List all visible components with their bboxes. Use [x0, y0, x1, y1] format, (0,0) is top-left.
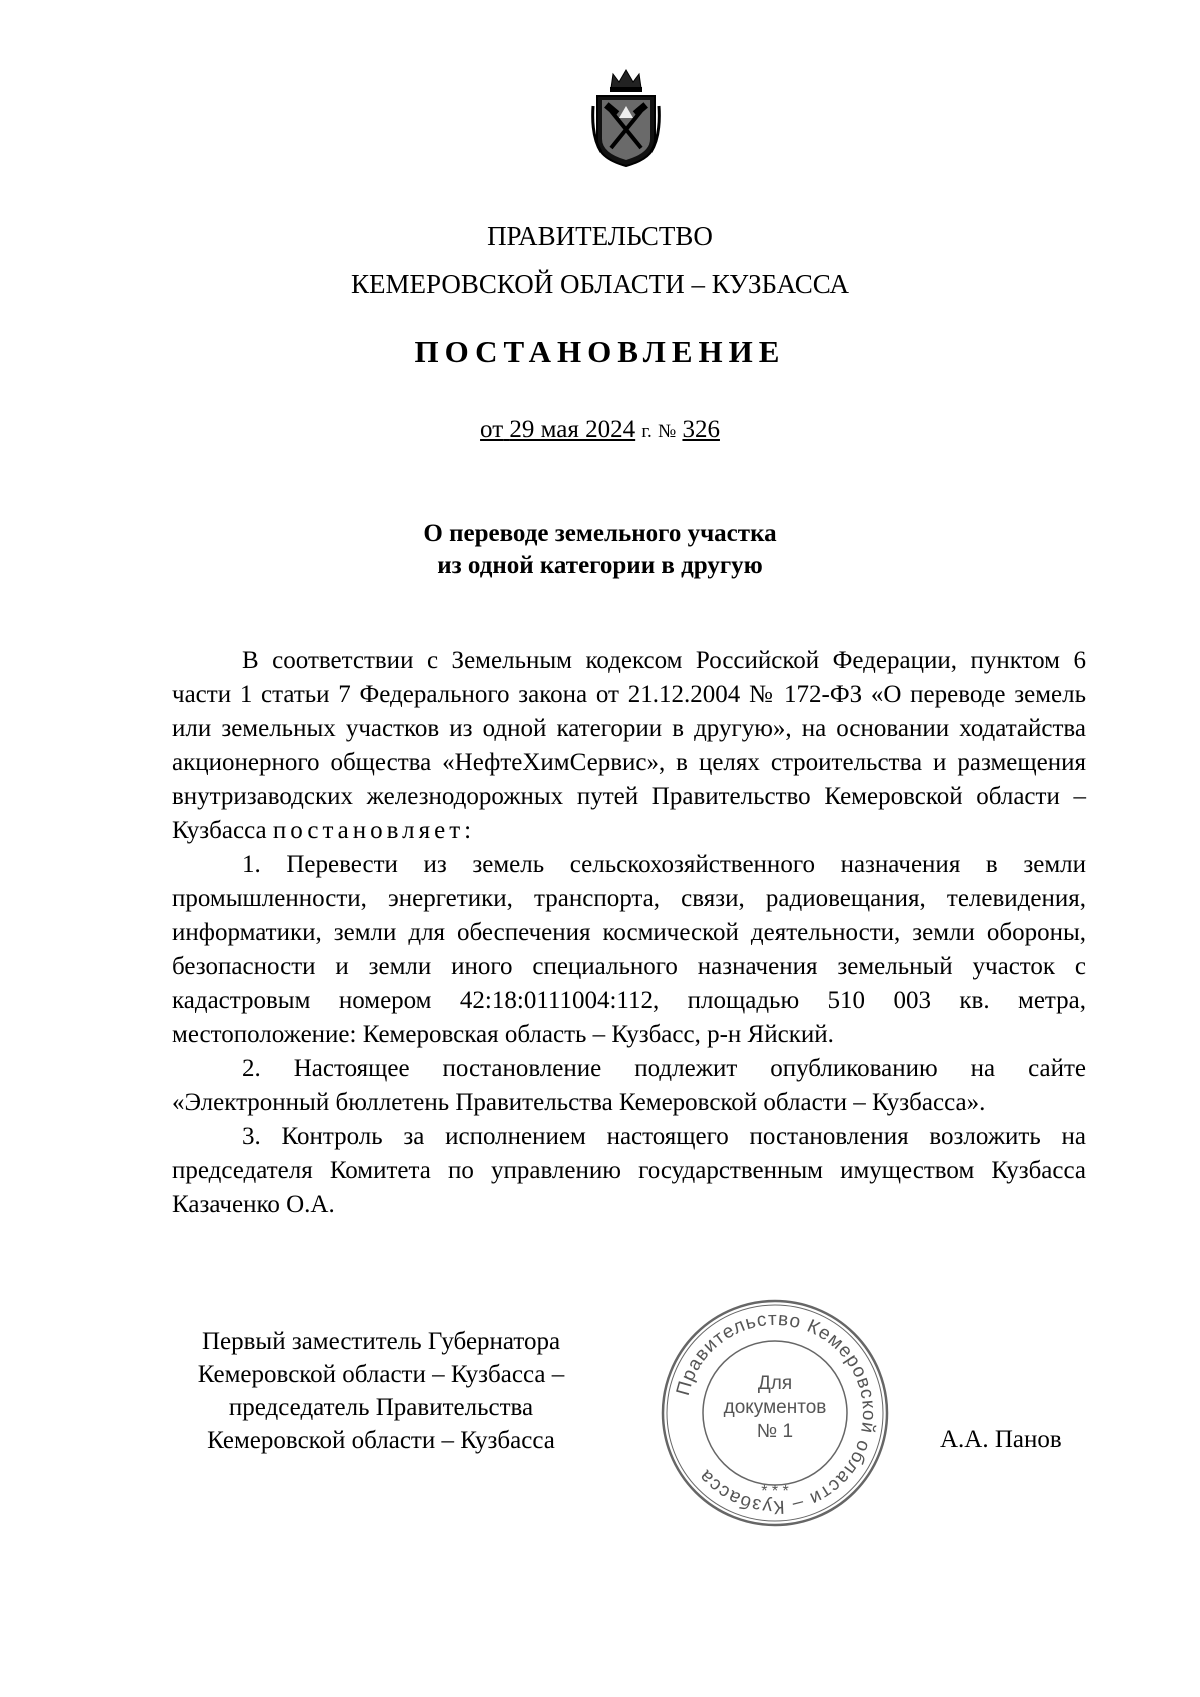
item-3-paragraph: 3. Контроль за исполнением настоящего постановления возложить на председателя Комитета по управлению государственным имуществом Кузбасса Казаченко О.А.: [172, 1123, 1086, 1218]
document-number: 326: [682, 416, 720, 443]
date-number-line: [0, 415, 1200, 447]
subject-line2: из одной категории в другую: [437, 552, 763, 579]
seal-center-text: Для документов № 1: [723, 1373, 827, 1442]
coat-of-arms-emblem: [591, 66, 661, 168]
number-sign: №: [658, 421, 677, 442]
seal-stars: * * *: [761, 1483, 789, 1500]
document-subject: [0, 518, 1200, 582]
preamble-keyword: постановляет:: [272, 817, 476, 844]
document-type-title: ПОСТАНОВЛЕНИЕ: [414, 334, 786, 369]
org-name-line1: ПРАВИТЕЛЬСТВО: [487, 221, 713, 251]
signatory-name: А.А. Панов: [940, 1426, 1062, 1453]
subject-line1: О переводе земельного участка: [423, 520, 777, 547]
seal-ring-text: Правительство Кемеровской области – Кузбасса: [672, 1308, 880, 1518]
document-body: [172, 644, 1086, 1222]
date-field: от 29 мая 2024: [480, 416, 636, 443]
preamble-paragraph: В соответствии с Земельным кодексом Российской Федерации, пунктом 6 части 1 статьи 7 Федерального закона от 21.12.2004 № 172-ФЗ «О переводе земель или земельных участков из одной категории в другую», на основании ходатайства акционерного общества «НефтеХимСервис», в целях строительства и размещения внутризаводских железнодорожных путей Правительство Кемеровской области – Кузбасса постановляет:: [172, 647, 1086, 844]
org-name-line2: КЕМЕРОВСКОЙ ОБЛАСТИ – КУЗБАССА: [351, 269, 849, 299]
item-2-paragraph: 2. Настоящее постановление подлежит опубликованию на сайте «Электронный бюллетень Правительства Кемеровской области – Кузбасса».: [172, 1055, 1086, 1116]
item-1-paragraph: 1. Перевести из земель сельскохозяйственного назначения в земли промышленности, энергетики, транспорта, связи, радиовещания, телевидения, информатики, земли для обеспечения космической деятельности, земли обороны, безопасности и земли иного специального назначения земельный участок с кадастровым номером 42:18:0111004:112, площадью 510 003 кв. метра, местоположение: Кемеровская область – Кузбасс, р-н Яйский.: [172, 851, 1086, 1048]
year-suffix: г.: [641, 421, 652, 442]
signatory-position: Первый заместитель Губернатора Кемеровской области – Кузбасса – председатель Правительства Кемеровской области – Кузбасса: [197, 1328, 565, 1454]
